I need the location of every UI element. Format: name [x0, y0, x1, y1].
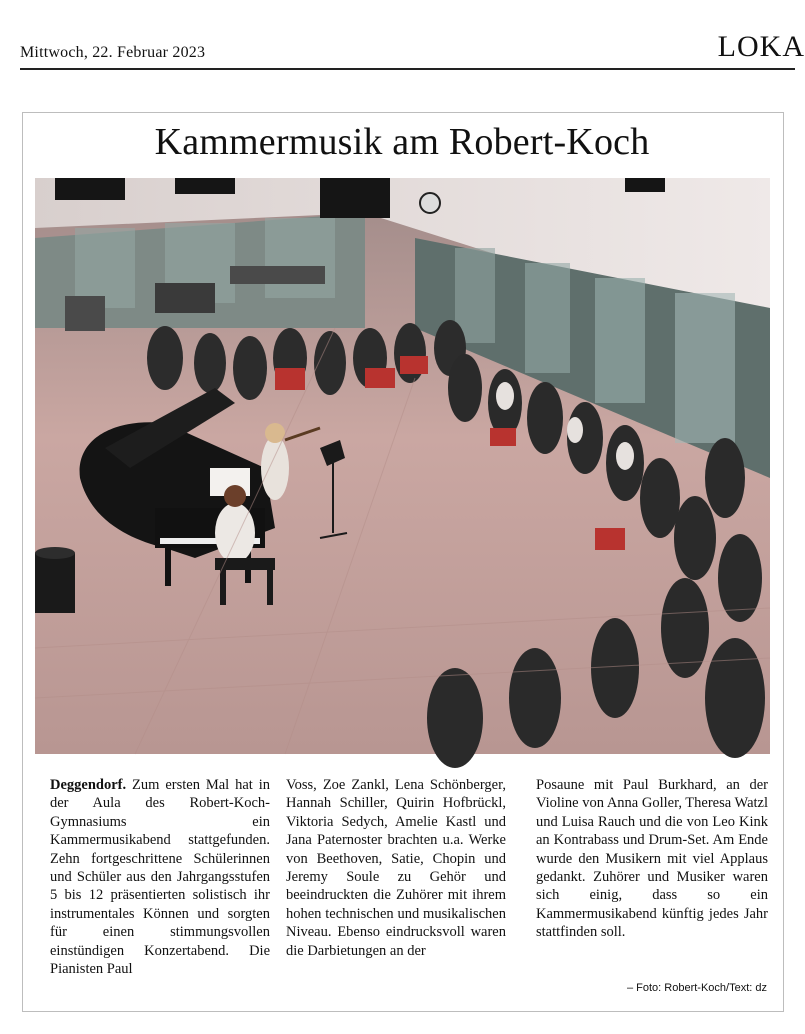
article-body: [50, 776, 770, 986]
article-column-2: [286, 776, 506, 960]
page-header: [20, 30, 805, 70]
article-headline: Kammermusik am Robert-Koch: [154, 121, 650, 163]
dateline: Deggendorf.: [50, 777, 127, 793]
issue-date: Mittwoch, 22. Februar 2023: [20, 44, 206, 61]
article-column-3: [536, 776, 768, 942]
article-text-col3: Posaune mit Paul Burkhard, an der Violine von Anna Goller, Theresa Watzl und Luisa Rauch und die von Leo Kink an Kontrabass und Drum-Set. Am Ende wurde den Musikern mit viel Applaus gedankt. Zuhörer und Musiker waren sich einig, dass so ein Kammermusikabend künftig jedes Jahr stattfinden soll.: [536, 777, 769, 941]
section-title: LOKA: [717, 30, 805, 63]
article-text-col1: Zum ersten Mal hat in der Aula des Robert-Koch-Gymnasiums ein Kammermusikabend stattgefunden. Zehn fortgeschrittene Schülerinnen und Schüler aus den Jahrgangsstufen 5 bis 12 präsentierten solistisch ihr instrumentales Können und sorgten für einen stimmungsvollen einstündigen Konzertabend. Die Pianisten Paul: [50, 777, 271, 978]
article-text-col2: Voss, Zoe Zankl, Lena Schönberger, Hannah Schiller, Quirin Hofbrückl, Viktoria Sedych, Amelie Kastl und Jana Paternoster brachten u.a. Werke von Beethoven, Satie, Chopin und Jeremy Soule zu Gehör und beeindruckten die Zuhörer mit ihrem hohen technischen und musikalischen Niveau. Ebenso eindrucksvoll waren die Darbietungen an der: [286, 777, 506, 959]
concert-photo-illustration: [35, 178, 770, 754]
concert-photo: [35, 178, 770, 754]
photo-credit: – Foto: Robert-Koch/Text: dz: [626, 982, 767, 994]
article-column-1: [50, 776, 270, 978]
